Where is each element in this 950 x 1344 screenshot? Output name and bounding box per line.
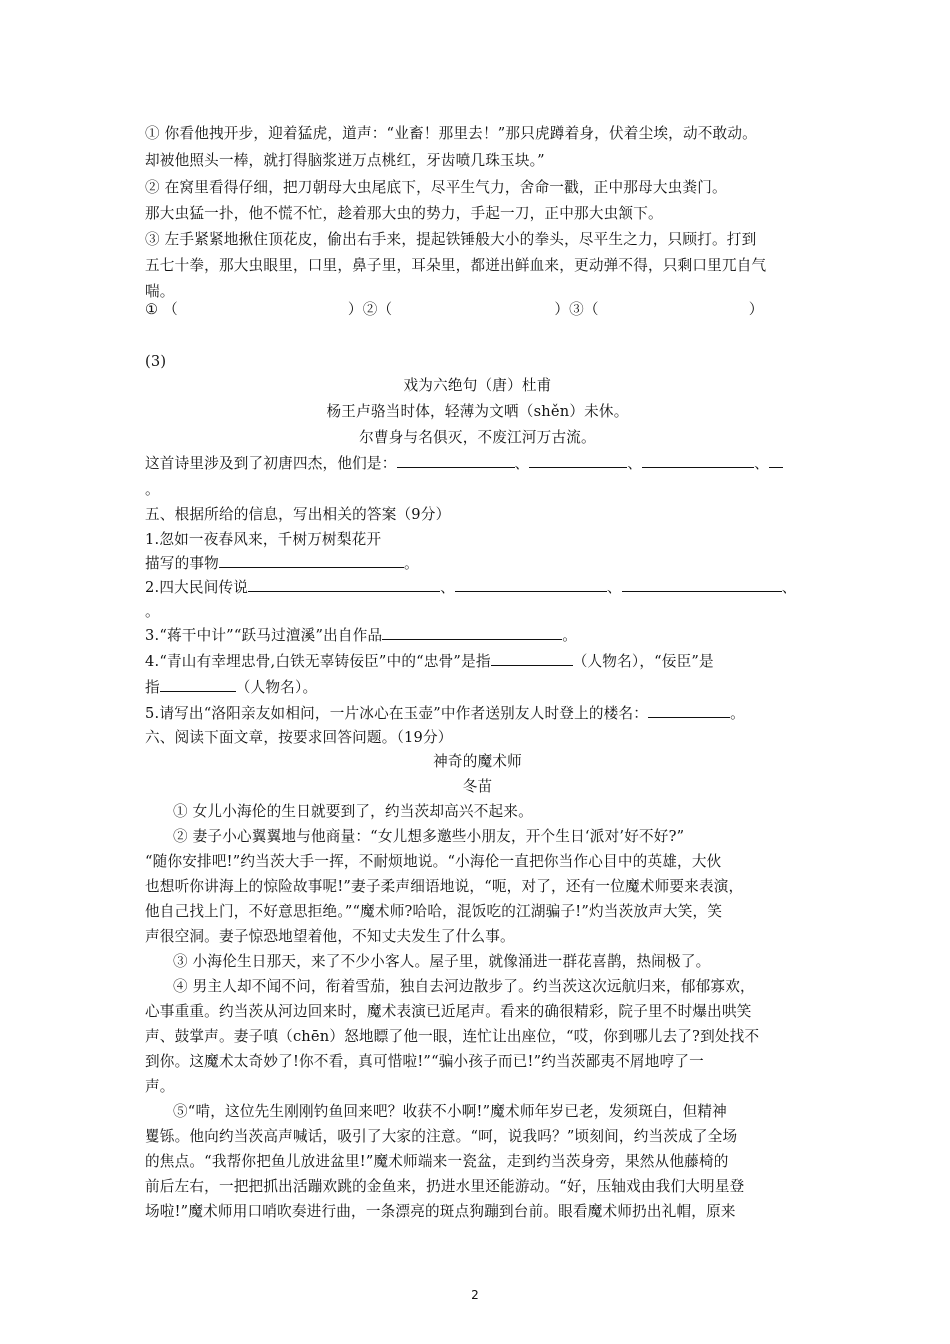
legend-blank-1[interactable] xyxy=(248,576,440,592)
poem-title: 戏为六绝句（唐）杜甫 xyxy=(403,377,552,394)
s5-question-1-line-2 xyxy=(145,552,810,576)
s5-question-4-line-2 xyxy=(145,676,810,700)
answer-slot-1-open: ① （ xyxy=(145,301,178,318)
article-para-2-line-2: “随你安排吧!”约当茨大手一挥，不耐烦地说。“小海伦一直把你当作心目中的英雄，大伙 xyxy=(145,853,722,870)
passage-para-2-line-2: 那大虫猛一扑，他不慌不忙，趁着那大虫的势力，手起一刀，正中那大虫颔下。 xyxy=(145,205,663,222)
article-para-3: ③ 小海伦生日那天，来了不少小客人。屋子里，就像涌进一群花喜鹊，热闹极了。 xyxy=(173,953,711,970)
section-6-heading: 六、阅读下面文章，按要求回答问题。（19分） xyxy=(145,729,453,746)
s5-question-2 xyxy=(145,576,810,600)
s5-question-2-text: 2.四大民间传说 xyxy=(145,579,249,596)
article-para-5-line-1: ⑤“啃，这位先生刚刚钓鱼回来吧？收获不小啊!”魔术师年岁已老，发须斑白，但精神 xyxy=(173,1103,727,1120)
s5-answer-blank-3[interactable] xyxy=(382,624,562,640)
article-para-2-line-1: ② 妻子小心翼翼地与他商量：“女儿想多邀些小朋友，开个生日‘派对’好不好?” xyxy=(173,828,685,845)
question-3-label: (3) xyxy=(145,353,167,370)
separator: 、 xyxy=(514,455,530,472)
article-para-5-line-4: 前后左右，一把把抓出活蹦欢跳的金鱼来，扔进水里还能游动。“好，压轴戏由我们大明星登 xyxy=(145,1178,745,1195)
poem-question-text: 这首诗里涉及到了初唐四杰，他们是： xyxy=(145,455,397,472)
section-5-heading: 五、根据所给的信息，写出相关的答案（9分） xyxy=(145,506,451,523)
article-para-4-line-5: 声。 xyxy=(145,1078,175,1095)
passage-para-3-line-3: 喘。 xyxy=(145,283,175,300)
s5-question-4-text-3: 指 xyxy=(145,679,160,696)
answer-slot-3-close: ） xyxy=(748,301,764,318)
article-para-4-line-4: 到你。这魔术太奇妙了!你不看，真可惜啦!”“骗小孩子而已!”约当茨鄙夷不屑地哼了一 xyxy=(145,1053,704,1070)
legend-blank-2[interactable] xyxy=(455,576,607,592)
separator: 、 xyxy=(781,579,797,596)
passage-para-1-line-2: 却被他照头一棒，就打得脑浆迸万点桃红，牙齿喷几珠玉块。” xyxy=(145,152,545,169)
article-para-2-line-5: 声很空洞。妻子惊恐地望着他，不知丈夫发生了什么事。 xyxy=(145,928,515,945)
passage-para-1-line-1: ① 你看他拽开步，迎着猛虎，道声：“业畜！那里去！”那只虎蹲着身，伏着尘埃，动不敢动。 xyxy=(145,125,757,142)
s5-question-3 xyxy=(145,624,810,648)
s5-question-3-text: 3.“蒋干中计”“跃马过澶溪”出自作品 xyxy=(145,627,383,644)
poem-question xyxy=(145,452,810,476)
loyal-bones-blank[interactable] xyxy=(491,650,573,666)
article-para-5-line-5: 场啦!”魔术师用口哨吹奏进行曲，一条漂亮的斑点狗蹦到台前。眼看魔术师扔出礼帽，原来 xyxy=(145,1203,736,1220)
s5-question-5-text: 5.请写出“洛阳亲友如相问，一片冰心在玉壶”中作者送别友人时登上的楼名： xyxy=(145,705,649,722)
article-para-2-line-4: 他自己找上门，不好意思拒绝。”“魔术师?哈哈，混饭吃的江湖骗子!”灼当茨放声大笑，笑 xyxy=(145,903,723,920)
article-para-5-line-3: 的焦点。“我帮你把鱼儿放进盆里!”魔术师端来一瓷盆，走到约当茨身旁，果然从他藤椅的 xyxy=(145,1153,729,1170)
page-number: 2 xyxy=(471,1288,479,1302)
treacherous-minister-blank[interactable] xyxy=(160,676,236,692)
s5-question-4-text-2: （人物名），“佞臣”是 xyxy=(572,653,714,670)
article-para-4-line-1: ④ 男主人却不闻不问，衔着雪茄，独自去河边散步了。约当茨这次远航归来，郁郁寡欢， xyxy=(173,978,755,995)
passage-para-3-line-2: 五七十拳，那大虫眼里，口里，鼻子里，耳朵里，都迸出鲜血来，更动弹不得，只剩口里兀自气 xyxy=(145,257,767,274)
tower-name-blank[interactable] xyxy=(648,702,730,718)
article-para-5-line-2: 矍铄。他向约当茨高声喊话，吸引了大家的注意。“呵，说我吗？”顷刻间，约当茨成了全场 xyxy=(145,1128,738,1145)
line-end-mark: 。 xyxy=(145,603,160,620)
s5-question-4-text-4: （人物名）。 xyxy=(235,679,318,696)
answer-slot-3-open: ）③（ xyxy=(554,301,599,318)
article-author: 冬苗 xyxy=(462,778,493,795)
poem-line-2: 尔曹身与名俱灭，不废江河万古流。 xyxy=(359,429,596,446)
s5-question-5 xyxy=(145,702,810,726)
article-para-4-line-2: 心事重重。约当茨从河边回来时，魔术表演已近尾声。看来的确很精彩，院子里不时爆出哄笑 xyxy=(145,1003,752,1020)
article-title: 神奇的魔术师 xyxy=(433,753,522,770)
s5-question-1-text: 描写的事物 xyxy=(145,555,219,572)
answer-row xyxy=(145,298,810,322)
s5-question-4-line-1 xyxy=(145,650,810,674)
s5-question-4-text: 4.“青山有幸埋忠骨,白铁无辜铸佞臣”中的“忠骨”是指 xyxy=(145,653,491,670)
four-masters-blank-1[interactable] xyxy=(397,452,515,468)
period: 。 xyxy=(403,555,419,572)
poem-line-1: 杨王卢骆当时体，轻薄为文哂（shěn）未休。 xyxy=(326,403,629,420)
separator: 、 xyxy=(440,579,455,596)
article-para-2-line-3: 也想听你讲海上的惊险故事呢!”妻子柔声细语地说，“呃，对了，还有一位魔术师要来表演， xyxy=(145,878,744,895)
article-para-1: ① 女儿小海伦的生日就要到了，约当茨却高兴不起来。 xyxy=(173,803,533,820)
legend-blank-3[interactable] xyxy=(622,576,782,592)
s5-answer-blank-1[interactable] xyxy=(219,552,404,568)
separator: 、 xyxy=(627,455,643,472)
four-masters-blank-3[interactable] xyxy=(642,452,754,468)
four-masters-blank-2[interactable] xyxy=(529,452,627,468)
period: 。 xyxy=(562,627,578,644)
passage-para-3-line-1: ③ 左手紧紧地揪住顶花皮，偷出右手来，提起铁锤般大小的拳头，尽平生之力，只顾打。打到 xyxy=(145,231,757,248)
article-para-4-line-3: 声、鼓掌声。妻子嗔（chēn）怒地瞟了他一眼，连忙让出座位，“哎，你到哪儿去了?到处找不 xyxy=(145,1028,760,1045)
s5-question-1-line-1: 1.忽如一夜春风来，千树万树梨花开 xyxy=(145,531,382,548)
period: 。 xyxy=(730,705,745,722)
separator: 、 xyxy=(754,455,769,472)
passage-para-2-line-1: ② 在窝里看得仔细，把刀朝母大虫尾底下，尽平生气力，舍命一戳，正中那母大虫粪门。 xyxy=(145,179,727,196)
answer-slot-2-open: ）②（ xyxy=(347,301,393,318)
separator: 、 xyxy=(606,579,622,596)
four-masters-blank-4[interactable] xyxy=(769,452,783,468)
line-end-mark: 。 xyxy=(145,481,160,498)
